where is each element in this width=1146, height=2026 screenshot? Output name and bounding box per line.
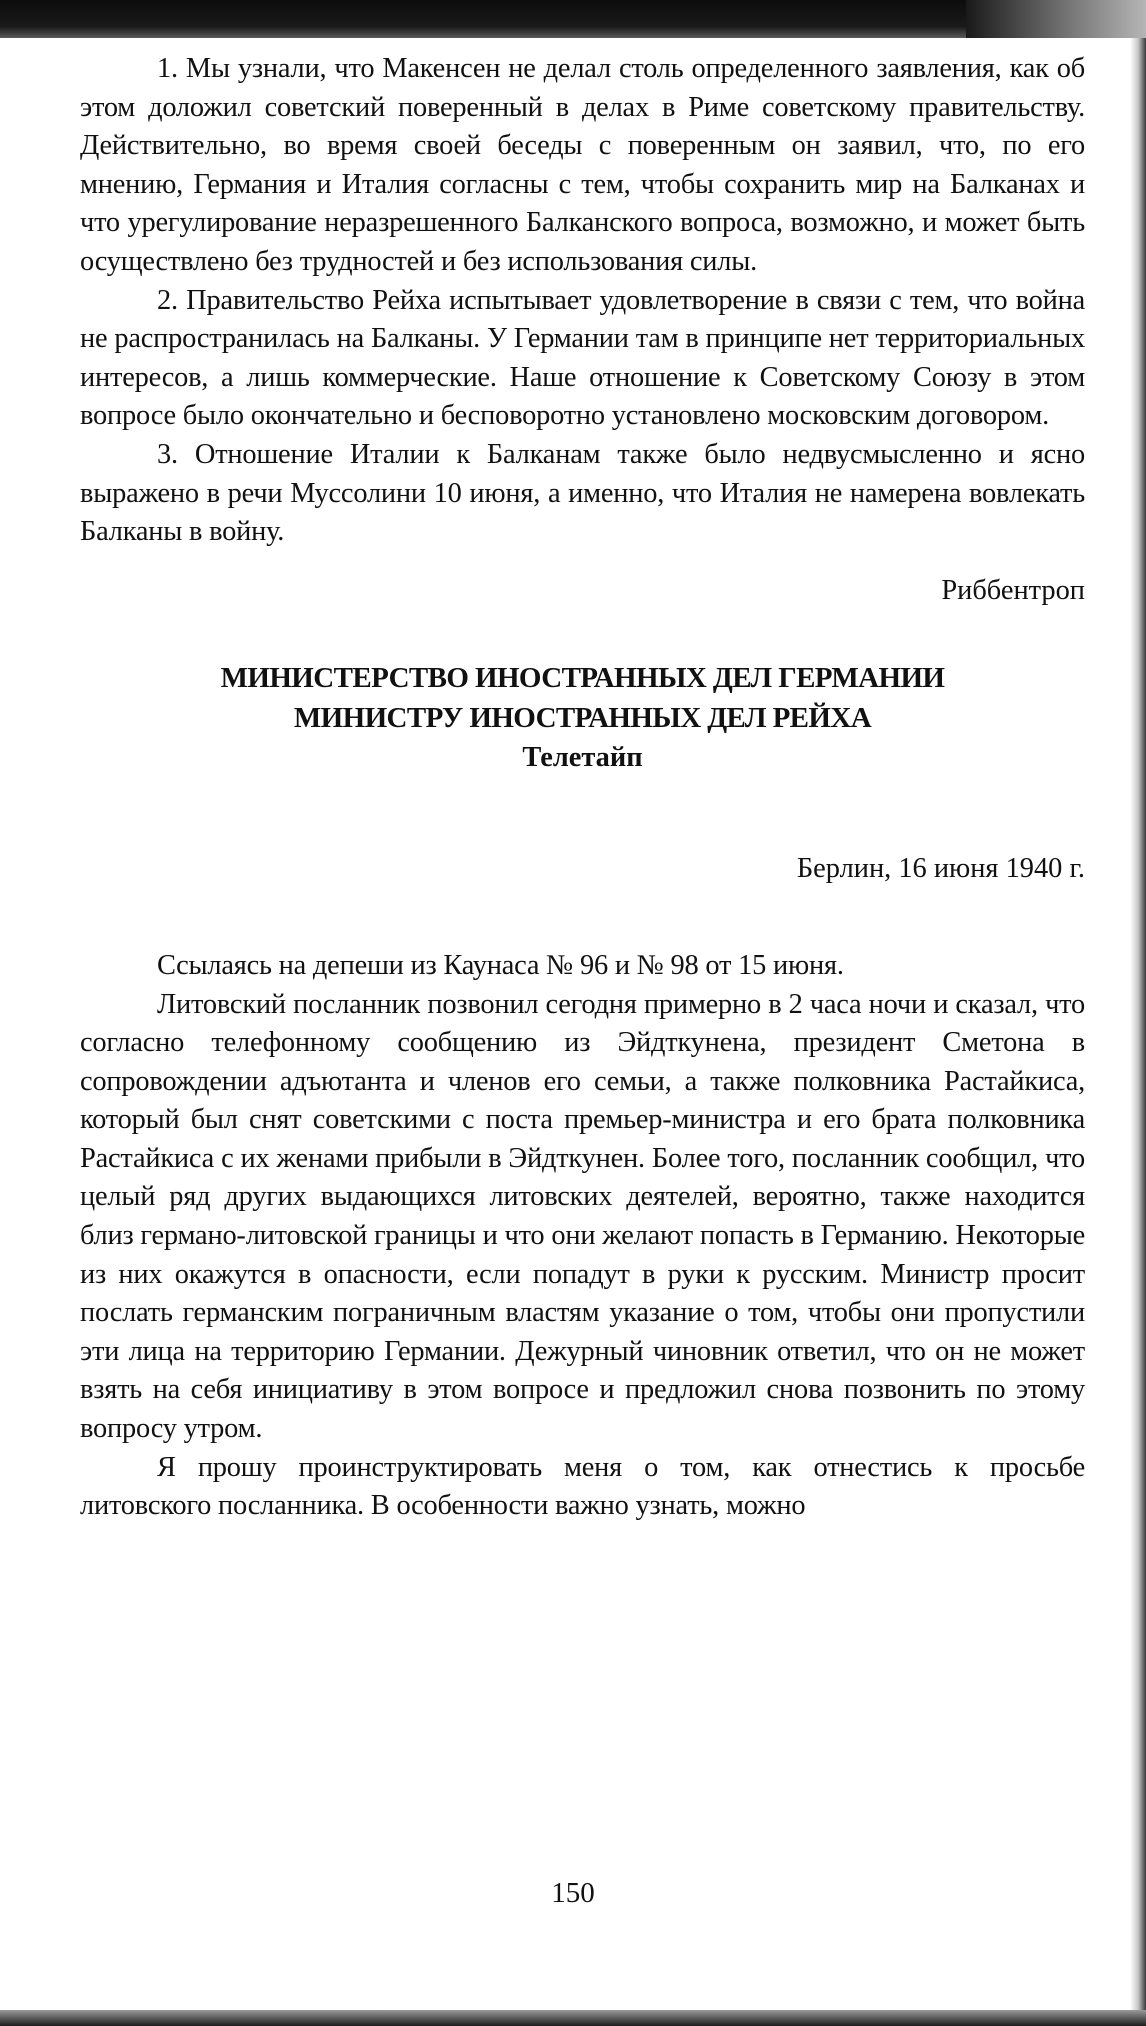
scan-top-corner <box>966 0 1146 38</box>
paragraph-2: 2. Правительство Рейха испытывает удовлетворение в связи с тем, что война не распространилась на Балканы. У Германии там в принципе нет территориальных интересов, а лишь коммерческие. Наше отношение к Советскому Союзу в этом вопросе было окончательно и бесповоротно установлено московским договором. <box>80 284 1085 432</box>
paragraph-request: Я прошу проинструктировать меня о том, как отнестись к просьбе литовского посланника. В особенности важно узнать, можно <box>80 1451 1085 1522</box>
scan-right-edge <box>1130 38 1146 2026</box>
heading-line-2: МИНИСТРУ ИНОСТРАННЫХ ДЕЛ РЕЙХА <box>293 702 872 735</box>
signature: Риббентроп <box>941 574 1085 606</box>
document-page <box>80 50 1085 1526</box>
paragraph-reference: Ссылаясь на депеши из Каунаса № 96 и № 98 от 15 июня. <box>157 949 844 981</box>
paragraph-1: 1. Мы узнали, что Макенсен не делал столь определенного заявления, как об этом доложил советский поверенный в делах в Риме советскому правительству. Действительно, во время своей беседы с поверенным он заявил, что, по его мнению, Германия и Италия согласны с тем, чтобы сохранить мир на Балканах и что урегулирование неразрешенного Балканского вопроса, возможно, и может быть осуществлено без трудностей и без использования силы. <box>80 53 1085 277</box>
paragraph-envoy-call: Литовский посланник позвонил сегодня примерно в 2 часа ночи и сказал, что согласно телефонному сообщению из Эйдткунена, президент Сметона в сопровождении адъютанта и членов его семьи, а также полковника Растайкиса, который был снят советскими с поста премьер-министра и его брата полковника Растайкиса с их женами прибыли в Эйдткунен. Более того, посланник сообщил, что целый ряд других выдающихся литовских деятелей, вероятно, также находится близ германо-литовской границы и что они желают попасть в Германию. Некоторые из них окажутся в опасности, если попадут в руки к русским. Министр просит послать германским пограничным властям указание о том, чтобы они пропустили эти лица на территорию Германии. Дежурный чиновник ответил, что он не может взять на себя инициативу в этом вопросе и предложил снова позвонить по этому вопросу утром. <box>80 988 1085 1445</box>
heading-line-1: МИНИСТЕРСТВО ИНОСТРАННЫХ ДЕЛ ГЕРМАНИИ <box>220 662 945 695</box>
page-number: 150 <box>551 1877 595 1909</box>
paragraph-3: 3. Отношение Италии к Балканам также было недвусмысленно и ясно выражено в речи Муссолини 10 июня, а именно, что Италия не намерена вовлекать Балканы в войну. <box>80 438 1085 548</box>
scan-bottom-border <box>0 2010 1146 2026</box>
document-heading <box>80 658 1085 738</box>
dateline: Берлин, 16 июня 1940 г. <box>796 853 1085 885</box>
subheading: Телетайп <box>522 742 643 774</box>
